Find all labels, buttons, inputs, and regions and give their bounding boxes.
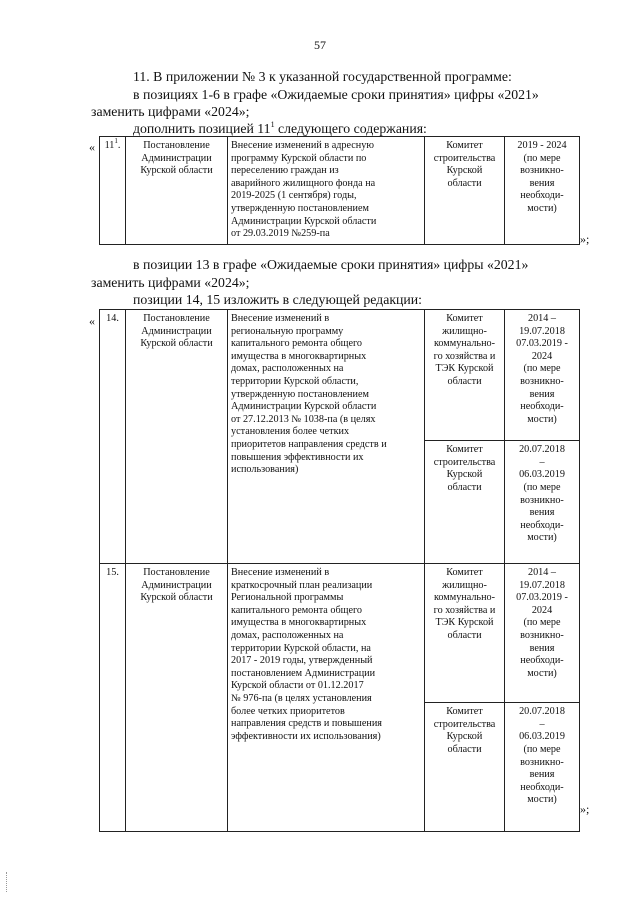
description-line: аварийного жилищного фонда на: [231, 177, 376, 189]
paragraph-positions-14-15: позиции 14, 15 изложить в следующей редакции:: [133, 292, 423, 307]
description-line: от 27.12.2013 № 1038-па (в целях: [231, 413, 376, 425]
cell-description: [228, 137, 425, 245]
description-line: утвержденную постановлением: [231, 202, 369, 214]
description-line: повышения эффективности их: [231, 451, 364, 463]
cell-executor: [425, 703, 505, 832]
term-line: 06.03.2019: [519, 469, 565, 481]
description-line: капитального ремонта общего: [231, 604, 363, 616]
term-line: (по мере: [523, 363, 561, 375]
description-line: переселению граждан из: [231, 165, 339, 177]
executor-line: области: [447, 743, 482, 755]
doc-type-line: Администрации: [141, 325, 212, 337]
description-line: от 29.03.2019 №259-па: [231, 228, 330, 240]
description-line: 2017 - 2019 годы, утвержденный: [231, 655, 373, 667]
executor-line: области: [447, 375, 482, 387]
paragraph-add-position-sup: 1: [270, 120, 275, 129]
table-position-11-1: [99, 136, 580, 245]
description-line: использования): [231, 464, 299, 476]
executor-line: области: [447, 177, 482, 189]
term-line: 2024: [531, 350, 553, 362]
description-line: Администрации Курской области: [231, 215, 377, 227]
term-line: необходи-: [520, 655, 564, 667]
cell-term: [505, 441, 580, 564]
description-line: Региональной программы: [231, 592, 344, 604]
term-line: –: [539, 718, 545, 730]
term-line: 20.07.2018: [519, 444, 565, 456]
position-number-suffix: .: [117, 140, 121, 151]
doc-type-line: Курской области: [140, 338, 213, 350]
cell-term: [505, 310, 580, 441]
term-line: вения: [529, 642, 555, 654]
quote-open-table2: «: [89, 314, 95, 328]
term-line: мости): [527, 794, 557, 806]
executor-line: Курской: [446, 165, 483, 177]
term-line: вения: [529, 769, 555, 781]
table-row: [100, 564, 580, 703]
term-line: мости): [527, 202, 557, 214]
description-line: имущества в многоквартирных: [231, 617, 367, 629]
executor-line: области: [447, 629, 482, 641]
term-line: возникно-: [520, 629, 564, 641]
description-line: 2019-2025 (1 сентября) годы,: [231, 190, 357, 202]
doc-type-line: Администрации: [141, 579, 212, 591]
term-line: 2024: [531, 604, 553, 616]
paragraph-add-position: [133, 120, 427, 137]
executor-line: жилищно-: [442, 325, 487, 337]
description-line: краткосрочный план реализации: [231, 579, 373, 591]
description-line: Курской области от 01.12.2017: [231, 680, 364, 692]
executor-line: жилищно-: [442, 579, 487, 591]
term-line: 2014 –: [527, 567, 556, 578]
term-line: мости): [527, 667, 557, 679]
cell-term: [505, 564, 580, 703]
term-line: –: [539, 456, 545, 468]
description-line: территории Курской области, на: [231, 642, 371, 654]
quote-close-table2: »;: [580, 802, 590, 816]
paragraph-position-13: в позиции 13 в графе «Ожидаемые сроки принятия» цифры «2021»: [133, 257, 529, 272]
term-line: 19.07.2018: [519, 579, 565, 591]
cell-term: [505, 137, 580, 245]
description-line: Внесение изменений в: [231, 567, 330, 578]
paragraph-add-position-tail: следующего содержания:: [274, 121, 427, 136]
description-line: капитального ремонта общего: [231, 338, 363, 350]
quote-open-table1: «: [89, 140, 95, 154]
term-line: 07.03.2019 -: [516, 592, 568, 604]
cell-doc-type: [126, 564, 228, 832]
cell-doc-type: [126, 137, 228, 245]
description-line: Внесение изменений в адресную: [231, 140, 374, 151]
executor-line: Курской: [446, 469, 483, 481]
description-line: региональную программу: [231, 325, 344, 337]
description-line: территории Курской области,: [231, 375, 359, 387]
cell-term: [505, 703, 580, 832]
table-row: [100, 137, 580, 245]
paragraph-positions-1-6-cont: заменить цифрами «2024»;: [91, 104, 250, 119]
term-line: 19.07.2018: [519, 325, 565, 337]
quote-close-table1: »;: [580, 232, 590, 246]
description-line: утвержденную постановлением: [231, 388, 369, 400]
term-line: вения: [529, 177, 555, 189]
position-number: 11: [104, 140, 115, 151]
term-line: мости): [527, 413, 557, 425]
executor-line: строительства: [433, 456, 496, 468]
cell-number: 14.: [100, 310, 126, 564]
description-line: № 976-па (в целях установления: [231, 692, 372, 704]
executor-line: строительства: [433, 152, 496, 164]
cell-number: 15.: [100, 564, 126, 832]
executor-line: го хозяйства и: [433, 604, 496, 616]
executor-line: Комитет: [446, 313, 483, 324]
term-line: (по мере: [523, 481, 561, 493]
doc-type-line: Курской области: [140, 592, 213, 604]
term-line: 07.03.2019 -: [516, 338, 568, 350]
term-line: необходи-: [520, 190, 564, 202]
doc-type-line: Постановление: [143, 140, 210, 151]
description-line: домах, расположенных на: [231, 363, 344, 375]
term-line: мости): [527, 532, 557, 544]
term-line: 2019 - 2024: [517, 140, 567, 151]
term-line: 2014 –: [527, 313, 556, 324]
cell-description: [228, 310, 425, 564]
term-line: (по мере: [523, 743, 561, 755]
executor-line: Комитет: [446, 706, 483, 718]
paragraph-add-position-text: дополнить позицией 11: [133, 121, 271, 136]
paragraph-positions-1-6: в позициях 1-6 в графе «Ожидаемые сроки принятия» цифры «2021»: [133, 87, 539, 102]
cell-executor: [425, 137, 505, 245]
table-row: [100, 310, 580, 441]
executor-line: го хозяйства и: [433, 350, 496, 362]
term-line: возникно-: [520, 494, 564, 506]
executor-line: коммунально-: [433, 338, 496, 350]
doc-type-line: Постановление: [143, 567, 210, 578]
cell-description: [228, 564, 425, 832]
executor-line: строительства: [433, 718, 496, 730]
executor-line: коммунально-: [433, 592, 496, 604]
executor-line: области: [447, 481, 482, 493]
cell-executor: [425, 564, 505, 703]
description-line: эффективности их использования): [231, 730, 381, 742]
term-line: вения: [529, 388, 555, 400]
term-line: необходи-: [520, 401, 564, 413]
scan-edge-marks: [6, 872, 9, 892]
doc-type-line: Курской области: [140, 165, 213, 177]
term-line: (по мере: [523, 617, 561, 629]
cell-number: [100, 137, 126, 245]
table-positions-14-15: [99, 309, 580, 832]
paragraph-item-11: 11. В приложении № 3 к указанной государственной программе:: [133, 69, 512, 84]
term-line: возникно-: [520, 165, 564, 177]
cell-doc-type: [126, 310, 228, 564]
cell-executor: [425, 441, 505, 564]
description-line: установления более четких: [231, 426, 350, 438]
page-number: 57: [314, 38, 326, 52]
executor-line: Комитет: [446, 444, 483, 456]
description-line: Администрации Курской области: [231, 401, 377, 413]
executor-line: ТЭК Курской: [435, 617, 494, 629]
cell-executor: [425, 310, 505, 441]
executor-line: ТЭК Курской: [435, 363, 494, 375]
executor-line: Комитет: [446, 140, 483, 151]
term-line: возникно-: [520, 375, 564, 387]
description-line: приоритетов направления средств и: [231, 438, 387, 450]
term-line: необходи-: [520, 519, 564, 531]
description-line: постановлением Администрации: [231, 667, 376, 679]
doc-type-line: Администрации: [141, 152, 212, 164]
term-line: вения: [529, 507, 555, 519]
term-line: 06.03.2019: [519, 731, 565, 743]
description-line: программу Курской области по: [231, 152, 367, 164]
executor-line: Курской: [446, 731, 483, 743]
term-line: возникно-: [520, 756, 564, 768]
description-line: более четких приоритетов: [231, 705, 345, 717]
description-line: имущества в многоквартирных: [231, 350, 367, 362]
executor-line: Комитет: [446, 567, 483, 578]
paragraph-position-13-cont: заменить цифрами «2024»;: [91, 275, 250, 290]
description-line: домах, расположенных на: [231, 629, 344, 641]
description-line: направления средств и повышения: [231, 718, 382, 730]
term-line: (по мере: [523, 152, 561, 164]
term-line: 20.07.2018: [519, 706, 565, 718]
position-number-sup: 1: [114, 137, 118, 145]
doc-type-line: Постановление: [143, 313, 210, 324]
term-line: необходи-: [520, 781, 564, 793]
description-line: Внесение изменений в: [231, 313, 330, 324]
